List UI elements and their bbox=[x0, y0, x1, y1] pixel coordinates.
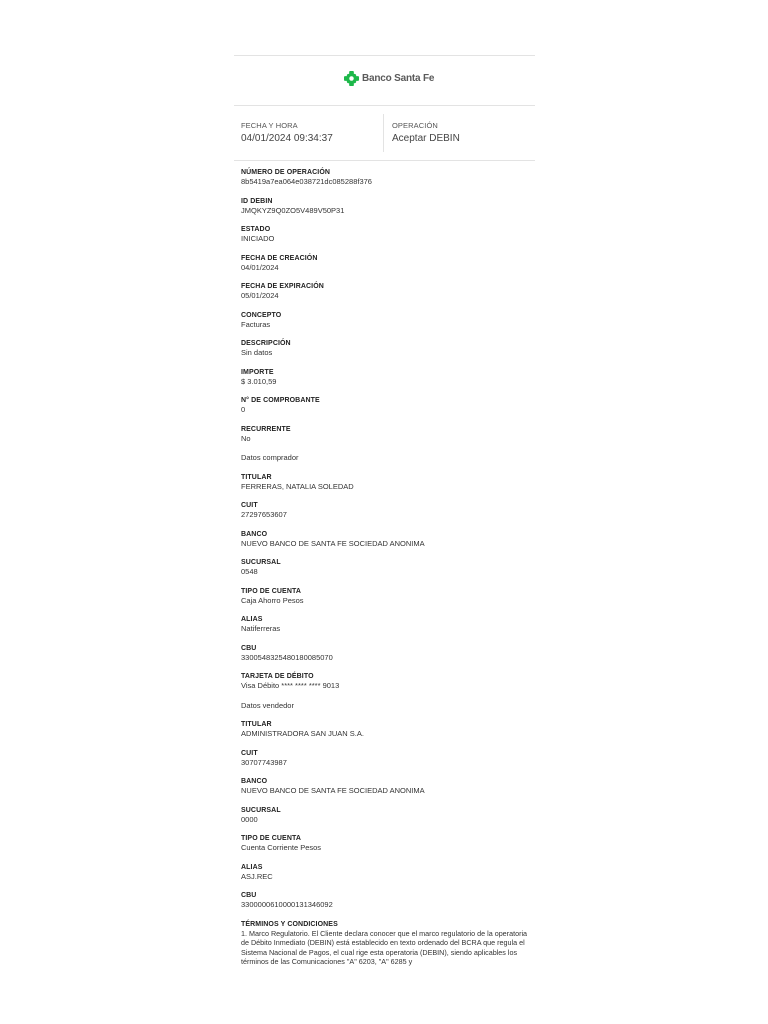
field-label: NÚMERO DE OPERACIÓN bbox=[241, 169, 331, 176]
field-value: 0000 bbox=[241, 814, 258, 824]
operation-value: Aceptar DEBIN bbox=[392, 133, 460, 144]
field-value: 04/01/2024 bbox=[241, 262, 279, 272]
field-label: FECHA DE CREACIÓN bbox=[241, 254, 318, 262]
field-value: No bbox=[241, 433, 251, 443]
terms-block bbox=[241, 920, 535, 967]
field-value: NUEVO BANCO DE SANTA FE SOCIEDAD ANONIMA bbox=[241, 538, 425, 548]
field-value: Cuenta Corriente Pesos bbox=[241, 843, 322, 852]
field-label: TARJETA DE DÉBITO bbox=[241, 673, 314, 680]
field-value: 30707743987 bbox=[241, 757, 287, 767]
field-value: INICIADO bbox=[241, 234, 275, 243]
datetime-block bbox=[241, 121, 333, 145]
detail-field bbox=[241, 282, 535, 301]
field-value: Visa Débito **** **** **** 9013 bbox=[241, 681, 340, 690]
field-value: JMQKYZ9Q0ZO5V489V50P31 bbox=[241, 205, 345, 215]
bank-logo bbox=[344, 69, 434, 87]
details-list bbox=[241, 168, 535, 976]
detail-field bbox=[241, 254, 535, 273]
field-label: TIPO DE CUENTA bbox=[241, 835, 301, 842]
bank-logo-icon bbox=[344, 71, 359, 86]
field-value: 0548 bbox=[241, 567, 258, 576]
buyer-field bbox=[241, 473, 535, 492]
field-label: DESCRIPCIÓN bbox=[241, 340, 291, 347]
buyer-field bbox=[241, 615, 535, 634]
field-label: BANCO bbox=[241, 530, 268, 538]
bank-name: Banco Santa Fe bbox=[362, 72, 435, 84]
buyer-field bbox=[241, 587, 535, 606]
header-divider bbox=[234, 105, 535, 106]
field-value: Caja Ahorro Pesos bbox=[241, 595, 304, 605]
meta-divider bbox=[234, 160, 535, 161]
field-label: ALIAS bbox=[241, 863, 263, 871]
field-value: ADMINISTRADORA SAN JUAN S.A. bbox=[241, 729, 364, 738]
detail-field bbox=[241, 425, 535, 444]
detail-field bbox=[241, 197, 535, 216]
operation-label: OPERACIÓN bbox=[392, 121, 438, 130]
field-label: CUIT bbox=[241, 749, 258, 757]
field-value: 05/01/2024 bbox=[241, 291, 279, 300]
field-value: 3300548325480180085070 bbox=[241, 652, 333, 662]
field-label: CBU bbox=[241, 644, 257, 652]
field-label: CBU bbox=[241, 892, 257, 899]
field-value: 8b5419a7ea064e038721dc085288f376 bbox=[241, 177, 372, 186]
seller-field bbox=[241, 834, 535, 853]
field-label: FECHA DE EXPIRACIÓN bbox=[241, 283, 324, 290]
detail-field bbox=[241, 225, 535, 244]
top-divider bbox=[234, 55, 535, 56]
datetime-value: 04/01/2024 09:34:37 bbox=[241, 133, 333, 144]
detail-field bbox=[241, 311, 535, 330]
field-value: 27297653607 bbox=[241, 510, 287, 519]
field-label: ID DEBIN bbox=[241, 197, 273, 205]
detail-field bbox=[241, 368, 535, 387]
field-label: ESTADO bbox=[241, 226, 271, 233]
seller-field bbox=[241, 891, 535, 910]
field-label: TITULAR bbox=[241, 473, 272, 481]
field-value: ASJ.REC bbox=[241, 871, 273, 881]
seller-field bbox=[241, 720, 535, 739]
field-value: Sin datos bbox=[241, 348, 273, 357]
field-value: NUEVO BANCO DE SANTA FE SOCIEDAD ANONIMA bbox=[241, 786, 425, 795]
field-label: RECURRENTE bbox=[241, 425, 291, 433]
field-label: SUCURSAL bbox=[241, 559, 281, 566]
field-label: TITULAR bbox=[241, 721, 272, 728]
operation-block bbox=[392, 121, 460, 145]
buyer-field bbox=[241, 644, 535, 663]
detail-field bbox=[241, 168, 535, 187]
field-label: CUIT bbox=[241, 502, 258, 509]
field-value: 0 bbox=[241, 405, 246, 414]
field-label: ALIAS bbox=[241, 616, 263, 623]
field-value: Facturas bbox=[241, 319, 271, 329]
buyer-field bbox=[241, 501, 535, 520]
field-value: FERRERAS, NATALIA SOLEDAD bbox=[241, 481, 354, 491]
seller-field bbox=[241, 863, 535, 882]
seller-section-title: Datos vendedor bbox=[241, 700, 294, 710]
terms-text: 1. Marco Regulatorio. El Cliente declara conocer que el marco regulatorio de la operatoria de Débito Inmediato (DEBIN) está establecido en texto ordenado del BCRA que regula el Sistema Nacional de Pagos, el cual rige esta operatoria (DEBIN), siendo aplicables los términos de las Comunicaciones "A" 6203, "A" 6285 y bbox=[241, 928, 528, 967]
buyer-field bbox=[241, 530, 535, 549]
field-value: 3300000610000131346092 bbox=[241, 900, 333, 909]
seller-field bbox=[241, 749, 535, 768]
seller-field bbox=[241, 777, 535, 796]
field-label: BANCO bbox=[241, 778, 268, 785]
field-value: $ 3.010,59 bbox=[241, 376, 277, 386]
field-label: IMPORTE bbox=[241, 368, 274, 376]
buyer-section-title: Datos comprador bbox=[241, 453, 299, 462]
field-label: TIPO DE CUENTA bbox=[241, 587, 301, 595]
meta-vertical-divider bbox=[383, 114, 384, 152]
detail-field bbox=[241, 396, 535, 415]
field-label: CONCEPTO bbox=[241, 311, 282, 319]
terms-label: TÉRMINOS Y CONDICIONES bbox=[241, 920, 338, 928]
detail-field bbox=[241, 339, 535, 358]
buyer-field bbox=[241, 558, 535, 577]
datetime-label: FECHA Y HORA bbox=[241, 121, 298, 130]
seller-field bbox=[241, 806, 535, 825]
field-label: N° DE COMPROBANTE bbox=[241, 397, 320, 404]
field-label: SUCURSAL bbox=[241, 806, 281, 814]
field-value: Natiferreras bbox=[241, 624, 281, 633]
buyer-field bbox=[241, 672, 535, 691]
